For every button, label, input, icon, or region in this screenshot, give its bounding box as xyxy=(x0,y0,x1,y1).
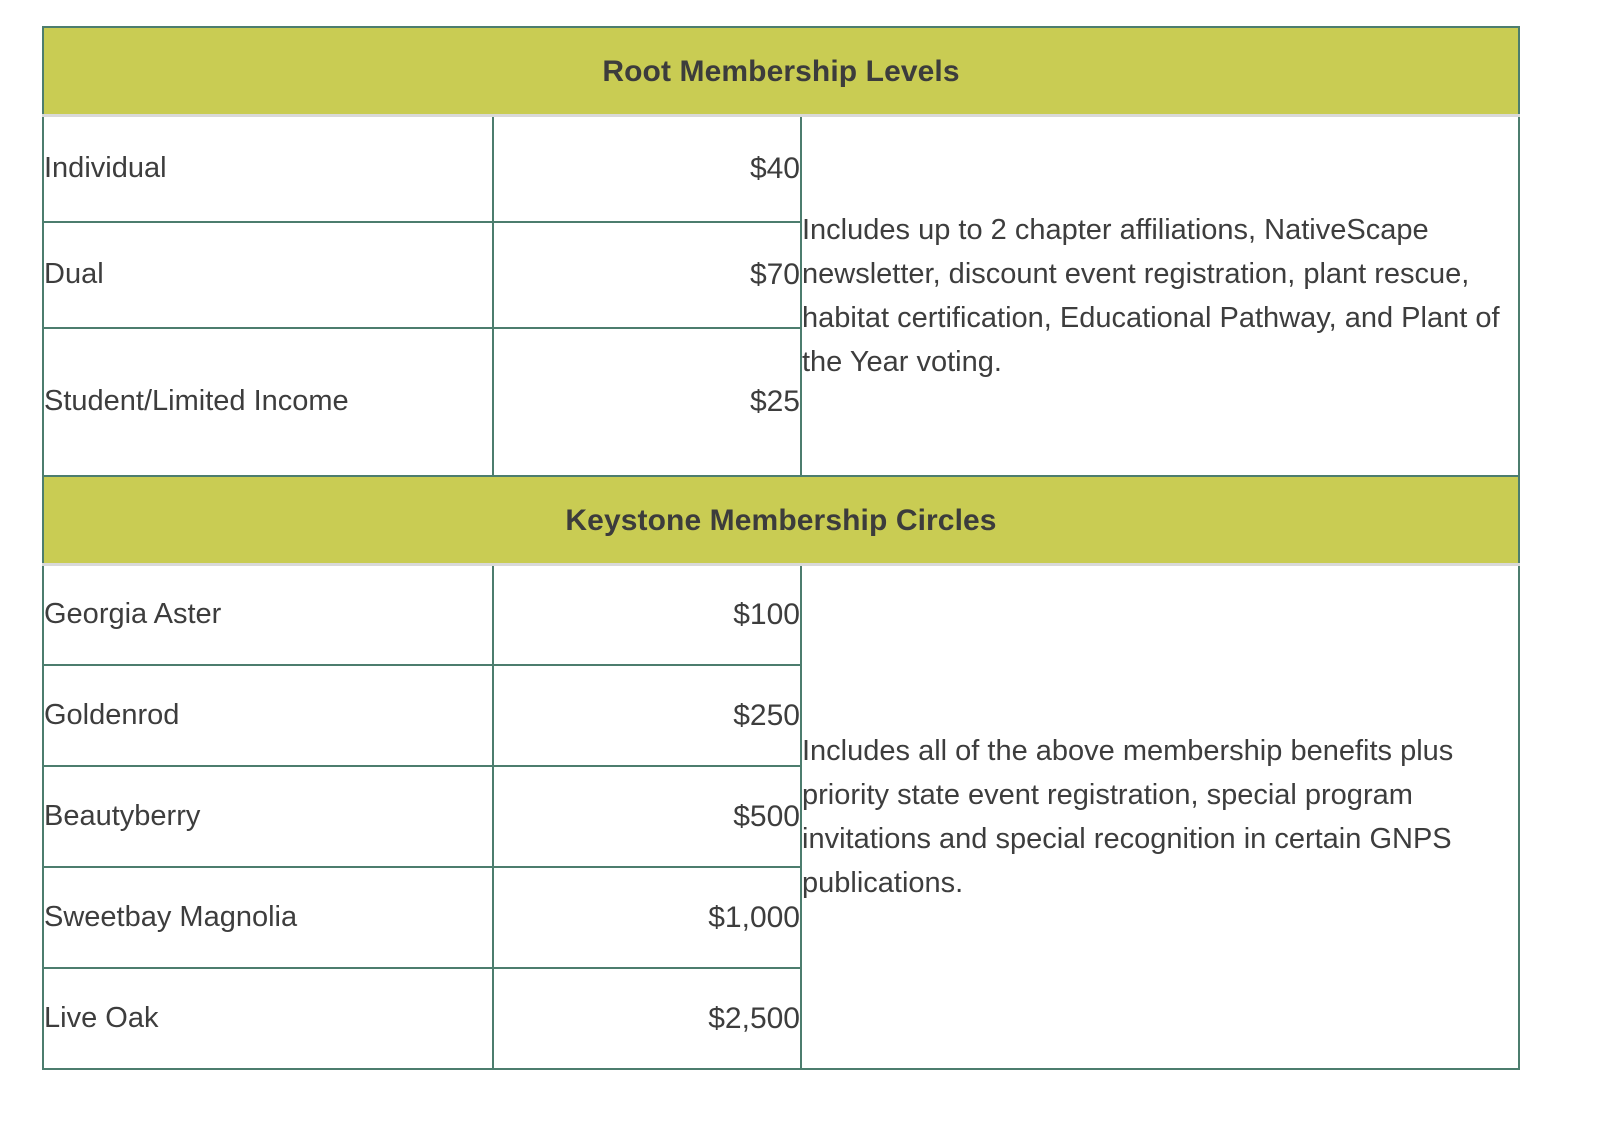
tier-price-cell: $25 xyxy=(493,328,801,476)
tier-name-cell: Georgia Aster xyxy=(43,564,493,665)
tier-name-cell: Individual xyxy=(43,116,493,222)
tier-price-cell: $100 xyxy=(493,564,801,665)
section-header-cell-keystone xyxy=(43,476,1519,565)
tier-name-cell: Beautyberry xyxy=(43,766,493,867)
section-header-row-root xyxy=(43,27,1519,116)
tier-price-cell: $1,000 xyxy=(493,867,801,968)
section-title-keystone: Keystone Membership Circles xyxy=(565,503,997,537)
tier-name-cell: Dual xyxy=(43,222,493,328)
tier-name-cell: Live Oak xyxy=(43,968,493,1069)
table-row xyxy=(43,564,1519,665)
section-description-cell-root: Includes up to 2 chapter affiliations, NativeScape newsletter, discount event registration, plant rescue, habitat certification, Educational Pathway, and Plant of the Year voting. xyxy=(801,116,1519,476)
section-header-cell-root xyxy=(43,27,1519,116)
tier-price-cell: $2,500 xyxy=(493,968,801,1069)
section-header-row-keystone xyxy=(43,476,1519,565)
tier-price-cell: $250 xyxy=(493,665,801,766)
tier-name-cell: Student/Limited Income xyxy=(43,328,493,476)
tier-name-cell: Goldenrod xyxy=(43,665,493,766)
tier-name-cell: Sweetbay Magnolia xyxy=(43,867,493,968)
table-row xyxy=(43,116,1519,222)
tier-price-cell: $40 xyxy=(493,116,801,222)
membership-levels-table xyxy=(42,26,1520,1070)
section-description-cell-keystone: Includes all of the above membership benefits plus priority state event registration, special program invitations and special recognition in certain GNPS publications. xyxy=(801,564,1519,1069)
section-title-root: Root Membership Levels xyxy=(602,55,960,88)
tier-price-cell: $500 xyxy=(493,766,801,867)
tier-price-cell: $70 xyxy=(493,222,801,328)
